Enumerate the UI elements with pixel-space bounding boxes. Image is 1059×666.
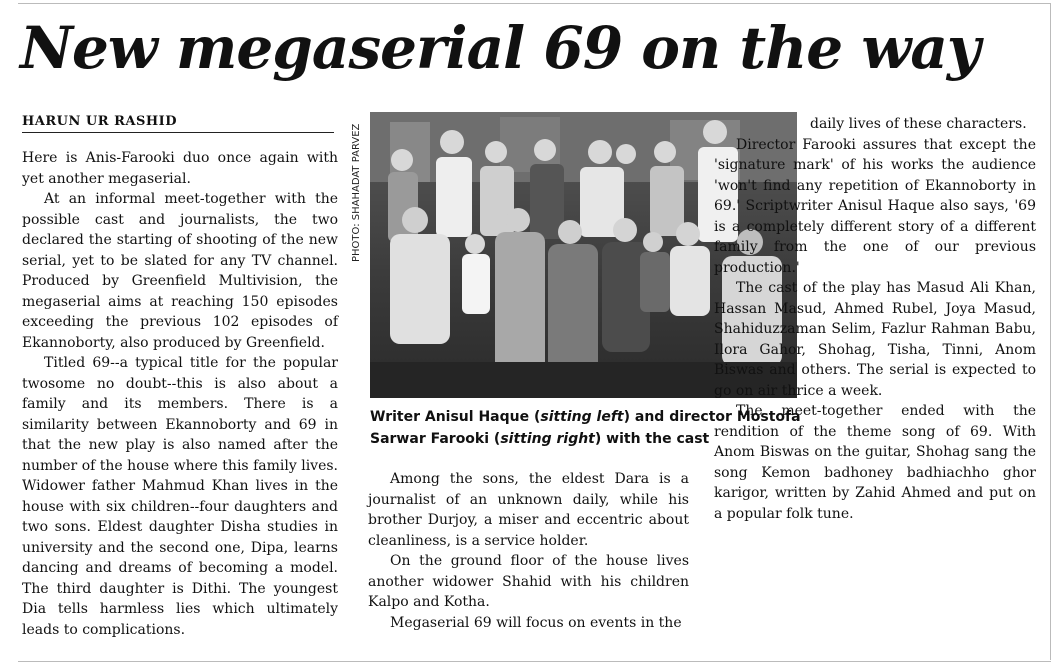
photo-credit-text: PHOTO: SHAHADAT PARVEZ [351,123,362,262]
top-rule [18,3,1051,4]
article-column-1 [22,148,338,640]
bottom-rule [18,661,1051,662]
paragraph: daily lives of these characters. [810,116,1027,132]
paragraph: Among the sons, the eldest Dara is a journalist of an unknown daily, while his brother Durjoy, a miser and eccentric about cleanliness, is a service holder. [368,471,689,549]
caption-text: Writer Anisul Haque ( [370,409,541,425]
article-column-3 [714,114,1036,524]
article-column-2 [368,469,689,633]
right-rule [1050,3,1051,660]
paragraph: Titled 69--a typical title for the popular twosome no doubt--this is also about a family and its members. There is a similarity between Ekannoborty and 69 in that the new play is also named after the number of the house where this family lives. Widower father Mahmud Khan lives in the house with six children--four daughters and two sons. Eldest daughter Disha studies in university and the second one, Dipa, learns dancing and dreams of becoming a model. The third daughter is Dithi. The youngest Dia tells harmless lies which ultimately leads to complications. [22,355,338,638]
headline: New megaserial 69 on the way [20,14,980,82]
caption-emphasis: sitting right [500,431,595,447]
paragraph: The cast of the play has Masud Ali Khan, Hassan Masud, Ahmed Rubel, Joya Masud, Shahiduzzaman Selim, Fazlur Rahman Babu, Ilora Gahor, Shohag, Tisha, Tinni, Anom Biswas and others. The serial is expected to go on air thrice a week. [714,280,1036,399]
paragraph: On the ground floor of the house lives another widower Shahid with his children Kalpo and Kotha. [368,553,689,610]
paragraph: Here is Anis-Farooki duo once again with yet another megaserial. [22,150,338,187]
paragraph: Megaserial 69 will focus on events in the [390,614,682,631]
byline: HARUN UR RASHID [22,114,334,133]
paragraph: The meet-together ended with the rendition of the theme song of 69. With Anom Biswas on the guitar, Shohag sang the song Kemon badhoney badhiachho ghor karigor, written by Zahid Ahmed and put on a popular folk tune. [714,403,1036,522]
paragraph: Director Farooki assures that except the 'signature mark' of his works the audience 'won't find any repetition of Ekannoborty in 69.' Scriptwriter Anisul Haque also says, '69 is a completely different story of a different family from the one of our previous production.' [714,136,1036,276]
caption-text: ) with the cast [594,431,710,447]
paragraph: At an informal meet-together with the possible cast and journalists, the two declared the starting of shooting of the new serial, yet to be slated for any TV channel. Produced by Greenfield Multivision, the megaserial aims at reaching 150 episodes exceeding the previous 102 episodes of Ekannoborty, also produced by Greenfield. [22,191,338,351]
caption-emphasis: sitting left [540,409,624,425]
photo-credit [349,112,365,262]
caption-text: ) and director Mostofa Sarwar Farooki ( [370,409,801,447]
